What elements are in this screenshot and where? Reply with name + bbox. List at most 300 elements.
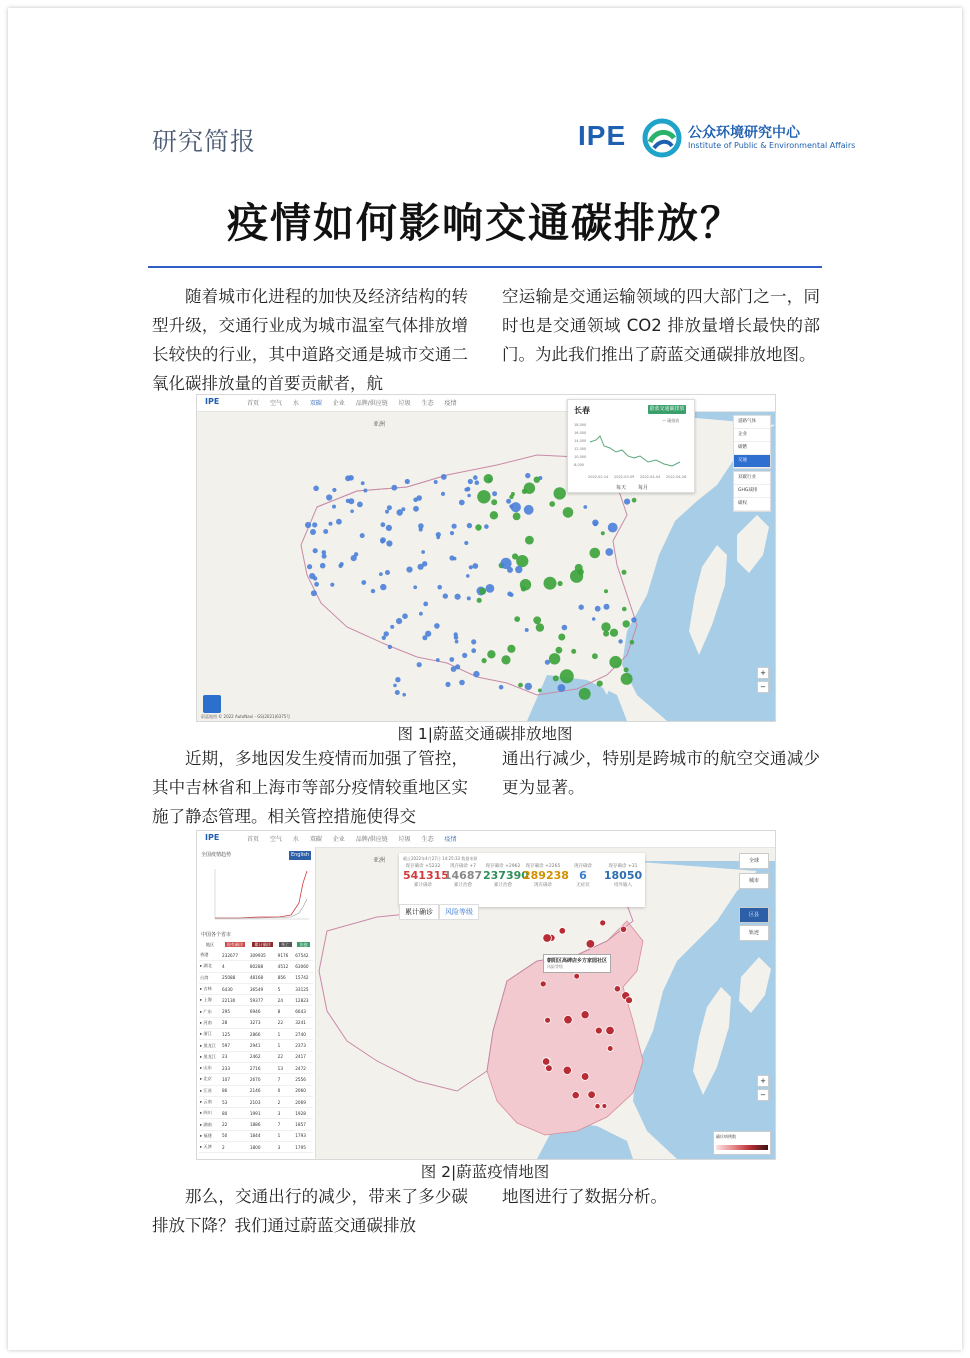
table-row[interactable] — [199, 995, 313, 1006]
table-cell: 6946 — [249, 1006, 277, 1017]
fig1-nav-carbon[interactable]: 双碳 — [309, 400, 322, 407]
emission-marker[interactable] — [436, 658, 440, 662]
emission-marker[interactable] — [459, 680, 465, 686]
emission-marker[interactable] — [441, 474, 447, 480]
emission-marker[interactable] — [534, 477, 540, 483]
fig2-nav-water[interactable]: 水 — [292, 836, 299, 843]
emission-marker[interactable] — [622, 607, 627, 612]
table-cell: 80288 — [249, 961, 277, 972]
emission-marker[interactable] — [486, 584, 495, 593]
risk-marker[interactable] — [614, 986, 620, 992]
emission-marker[interactable] — [624, 667, 629, 672]
risk-marker[interactable] — [572, 1092, 579, 1099]
table-cell: 23 — [221, 1051, 249, 1062]
emission-marker[interactable] — [622, 570, 627, 575]
emission-marker[interactable] — [386, 540, 392, 546]
risk-marker[interactable] — [545, 1017, 551, 1023]
emission-marker[interactable] — [603, 631, 609, 637]
emission-marker[interactable] — [558, 684, 566, 692]
emission-marker[interactable] — [558, 581, 563, 586]
emission-marker[interactable] — [445, 682, 450, 687]
emission-marker[interactable] — [624, 499, 630, 505]
table-row[interactable] — [199, 1096, 313, 1107]
risk-marker[interactable] — [586, 940, 595, 949]
stat-label: 现存确诊 +7 — [449, 864, 477, 869]
table-row[interactable] — [199, 1074, 313, 1085]
emission-marker[interactable] — [385, 570, 390, 575]
emission-marker[interactable] — [421, 550, 425, 554]
emission-marker[interactable] — [385, 510, 389, 514]
fig1-panel-item-combustion[interactable]: 碳燃 — [734, 442, 770, 455]
table-cell: 2556 — [294, 1074, 313, 1085]
emission-marker[interactable] — [507, 567, 513, 573]
emission-marker[interactable] — [419, 612, 423, 616]
fig1-weather-icon[interactable] — [203, 695, 221, 713]
emission-marker[interactable] — [387, 505, 392, 510]
stat-block — [483, 863, 529, 888]
emission-marker[interactable] — [518, 683, 523, 688]
emission-marker[interactable] — [455, 594, 461, 600]
table-row[interactable] — [199, 1119, 313, 1130]
fig2-nav-epidemic[interactable]: 疫情 — [444, 836, 457, 843]
risk-marker[interactable] — [546, 1065, 553, 1072]
emission-marker[interactable] — [604, 604, 610, 610]
emission-marker[interactable] — [512, 553, 518, 559]
emission-marker[interactable] — [563, 507, 574, 518]
emission-marker[interactable] — [467, 523, 472, 528]
fig2-btn-city[interactable]: 城市 — [739, 873, 769, 889]
risk-marker[interactable] — [607, 1046, 613, 1052]
emission-marker[interactable] — [437, 585, 442, 590]
emission-marker[interactable] — [436, 532, 441, 537]
emission-marker[interactable] — [455, 640, 459, 644]
emission-marker[interactable] — [413, 506, 419, 512]
emission-marker[interactable] — [556, 647, 563, 654]
inset-city: 长春 — [574, 406, 590, 415]
emission-marker[interactable] — [515, 566, 522, 573]
emission-marker[interactable] — [309, 573, 315, 579]
emission-marker[interactable] — [544, 577, 557, 590]
emission-marker[interactable] — [332, 505, 336, 509]
risk-marker[interactable] — [542, 1058, 550, 1066]
emission-marker[interactable] — [571, 649, 576, 654]
emission-marker[interactable] — [390, 625, 394, 629]
fig1-panel-item-traffic[interactable]: 交通 — [734, 455, 770, 468]
emission-marker[interactable] — [477, 490, 490, 503]
fig1-nav-waste[interactable]: 垃圾 — [398, 400, 411, 407]
emission-marker[interactable] — [549, 501, 555, 507]
fig1-nav-home[interactable]: 首页 — [247, 400, 260, 407]
table-row[interactable] — [199, 1108, 313, 1119]
fig2-tab-risk[interactable]: 风险等级 — [439, 904, 479, 920]
emission-marker[interactable] — [305, 522, 311, 528]
risk-marker[interactable] — [543, 934, 552, 943]
emission-marker[interactable] — [320, 563, 326, 569]
emission-marker[interactable] — [575, 564, 583, 572]
fig2-nav-home[interactable]: 首页 — [247, 836, 260, 843]
risk-marker[interactable] — [574, 973, 580, 979]
inset-carbon-button[interactable]: 蔚蓝交通碳排放 — [649, 406, 685, 412]
emission-marker[interactable] — [395, 690, 400, 695]
fig2-zoom-out-button[interactable]: − — [757, 1089, 769, 1101]
emission-marker[interactable] — [391, 485, 397, 491]
fig2-zoom-in-button[interactable]: + — [757, 1075, 769, 1087]
emission-marker[interactable] — [313, 486, 319, 492]
emission-marker[interactable] — [608, 523, 618, 533]
table-row[interactable] — [199, 1051, 313, 1062]
emission-marker[interactable] — [354, 552, 358, 556]
emission-marker[interactable] — [384, 631, 389, 636]
fig2-btn-track[interactable]: 轨迹 — [739, 925, 769, 941]
emission-marker[interactable] — [554, 487, 566, 499]
emission-marker[interactable] — [618, 639, 622, 643]
table-cell: ▸ 天津 — [199, 1142, 221, 1153]
emission-marker[interactable] — [338, 564, 342, 568]
emission-marker[interactable] — [509, 504, 513, 508]
emission-marker[interactable] — [379, 572, 383, 576]
table-cell: 2373 — [294, 1040, 313, 1051]
risk-marker[interactable] — [564, 1015, 573, 1024]
emission-marker[interactable] — [380, 539, 385, 544]
emission-marker[interactable] — [610, 629, 618, 637]
table-cell: 295 — [221, 1006, 249, 1017]
risk-marker[interactable] — [595, 1104, 600, 1109]
table-cell: 6643 — [294, 1006, 313, 1017]
table-cell: 80 — [221, 1108, 249, 1119]
table-row[interactable] — [199, 1142, 313, 1153]
stat-value: 541315 — [403, 869, 449, 882]
emission-marker[interactable] — [307, 564, 312, 569]
emission-marker[interactable] — [434, 623, 440, 629]
emission-marker[interactable] — [388, 645, 392, 649]
fig2-tab-confirmed[interactable]: 累计确诊 — [399, 904, 439, 920]
fig2-nav-waste[interactable]: 垃圾 — [398, 836, 411, 843]
emission-marker[interactable] — [525, 473, 530, 478]
emission-marker[interactable] — [492, 491, 497, 496]
emission-marker[interactable] — [499, 685, 504, 690]
figure2-epidemic-map — [196, 830, 776, 1160]
stat-sub: 累计确诊 — [414, 883, 432, 888]
table-cell: 1928 — [294, 1108, 313, 1119]
emission-marker[interactable] — [631, 617, 636, 622]
emission-marker[interactable] — [357, 502, 363, 508]
fig2-english-button[interactable]: English — [290, 852, 310, 858]
table-row[interactable] — [199, 1017, 313, 1028]
table-row[interactable] — [199, 1040, 313, 1051]
fig2-btn-global[interactable]: 全球 — [739, 853, 769, 869]
emission-marker[interactable] — [491, 499, 497, 505]
fig1-nav-epidemic[interactable]: 疫情 — [444, 400, 457, 407]
risk-marker[interactable] — [600, 920, 606, 926]
table-row[interactable] — [199, 1029, 313, 1040]
emission-marker[interactable] — [326, 494, 332, 500]
emission-marker[interactable] — [525, 683, 532, 690]
fig1-nav-enterprise[interactable]: 企业 — [332, 400, 345, 407]
emission-marker[interactable] — [363, 489, 367, 493]
table-row[interactable] — [199, 983, 313, 994]
emission-marker[interactable] — [393, 684, 397, 688]
risk-marker[interactable] — [606, 1026, 615, 1035]
emission-marker[interactable] — [579, 605, 584, 610]
emission-marker[interactable] — [513, 513, 521, 521]
emission-marker[interactable] — [361, 580, 366, 585]
emission-marker[interactable] — [592, 653, 598, 659]
emission-marker[interactable] — [570, 570, 583, 583]
fig1-panel-item-enterprise[interactable]: 企业 — [734, 429, 770, 442]
emission-marker[interactable] — [549, 653, 560, 664]
emission-marker[interactable] — [350, 509, 354, 513]
figure1-caption: 图 1|蔚蓝交通碳排放地图 — [397, 725, 573, 743]
emission-marker[interactable] — [506, 499, 511, 504]
emission-marker[interactable] — [322, 550, 327, 555]
fig2-nav-air[interactable]: 空气 — [269, 836, 282, 843]
emission-marker[interactable] — [583, 505, 587, 509]
emission-marker[interactable] — [601, 622, 610, 631]
table-cell: 2069 — [294, 1096, 313, 1107]
emission-marker[interactable] — [477, 598, 482, 603]
fig1-zoom-out-button[interactable]: − — [757, 681, 769, 693]
emission-marker[interactable] — [413, 585, 417, 589]
emission-marker[interactable] — [449, 657, 454, 662]
fig1-panel-item-road[interactable]: 道路气体 — [734, 416, 770, 429]
emission-marker[interactable] — [630, 640, 635, 645]
emission-marker[interactable] — [466, 574, 470, 578]
emission-marker[interactable] — [604, 589, 608, 593]
emission-marker[interactable] — [452, 524, 457, 529]
fig1-nav-brand[interactable]: 品牌/供应链 — [355, 400, 388, 407]
emission-marker[interactable] — [405, 479, 410, 484]
emission-marker[interactable] — [323, 529, 328, 534]
emission-marker[interactable] — [450, 531, 454, 535]
table-row[interactable] — [199, 950, 313, 961]
emission-marker[interactable] — [454, 632, 458, 636]
table-cell: 856 — [277, 972, 295, 983]
emission-marker[interactable] — [310, 529, 316, 535]
emission-marker[interactable] — [632, 498, 637, 503]
emission-marker[interactable] — [406, 567, 412, 573]
emission-marker[interactable] — [473, 475, 478, 480]
risk-marker[interactable] — [626, 997, 633, 1004]
emission-marker[interactable] — [381, 522, 386, 527]
emission-marker[interactable] — [501, 655, 510, 664]
risk-marker[interactable] — [581, 1011, 589, 1019]
emission-marker[interactable] — [538, 689, 542, 693]
emission-marker[interactable] — [371, 589, 375, 593]
emission-marker[interactable] — [525, 628, 529, 632]
table-cell: 1 — [277, 1040, 295, 1051]
emission-marker[interactable] — [536, 623, 544, 631]
emission-marker[interactable] — [345, 475, 351, 481]
emission-marker[interactable] — [451, 666, 457, 672]
emission-marker[interactable] — [311, 590, 317, 596]
emission-marker[interactable] — [419, 527, 423, 531]
emission-marker[interactable] — [592, 617, 596, 621]
table-cell: ▸ 山东 — [199, 1062, 221, 1073]
emission-marker[interactable] — [521, 586, 526, 591]
emission-marker[interactable] — [524, 505, 534, 515]
table-cell: 13 — [277, 1062, 295, 1073]
table-cell: 2060 — [294, 1085, 313, 1096]
emission-marker[interactable] — [434, 480, 438, 484]
table-row[interactable] — [199, 1006, 313, 1017]
emission-marker[interactable] — [360, 533, 365, 538]
emission-marker[interactable] — [464, 541, 468, 545]
figure1-right-panel-2 — [733, 471, 771, 512]
emission-marker[interactable] — [468, 479, 473, 484]
emission-marker[interactable] — [395, 677, 400, 682]
inset-legend: — 碳排放 — [662, 418, 680, 423]
emission-marker[interactable] — [330, 583, 334, 587]
table-cell: 2941 — [249, 1040, 277, 1051]
emission-marker[interactable] — [422, 561, 427, 566]
emission-marker[interactable] — [507, 645, 515, 653]
emission-marker[interactable] — [467, 494, 471, 498]
emission-marker[interactable] — [386, 525, 392, 531]
logo-cn: 公众环境研究中心 — [688, 125, 800, 141]
table-header-row — [199, 939, 313, 950]
emission-marker[interactable] — [380, 584, 386, 590]
fig1-zoom-in-button[interactable]: + — [757, 667, 769, 679]
table-cell: 4 — [221, 961, 249, 972]
emission-marker[interactable] — [469, 565, 473, 569]
section-label: 研究简报 — [152, 127, 257, 156]
emission-marker[interactable] — [336, 519, 342, 525]
inset-tab-day[interactable]: 每天 — [616, 485, 627, 491]
fig1-panel-item-industry[interactable]: 双碳行业 — [734, 472, 770, 485]
figure1-nav — [247, 398, 466, 407]
table-cell: 86 — [221, 1085, 249, 1096]
table-row[interactable] — [199, 1062, 313, 1073]
emission-marker[interactable] — [522, 489, 527, 494]
fig2-nav-enterprise[interactable]: 企业 — [332, 836, 345, 843]
emission-marker[interactable] — [459, 500, 465, 506]
inset-y-tick-label: 10,000 — [574, 455, 587, 459]
fig1-panel-item-rights[interactable]: 碳权 — [734, 498, 770, 511]
emission-marker[interactable] — [473, 671, 479, 677]
emission-marker[interactable] — [621, 673, 633, 685]
fig1-panel-item-ghg[interactable]: GHG减排 — [734, 485, 770, 498]
emission-marker[interactable] — [313, 548, 318, 553]
emission-marker[interactable] — [402, 693, 406, 697]
emission-marker[interactable] — [479, 588, 486, 595]
fig1-nav-eco[interactable]: 生态 — [421, 400, 434, 407]
emission-marker[interactable] — [416, 495, 422, 501]
emission-marker[interactable] — [595, 606, 601, 612]
emission-marker[interactable] — [514, 616, 520, 622]
emission-marker[interactable] — [475, 480, 480, 485]
table-row[interactable] — [199, 961, 313, 972]
emission-marker[interactable] — [401, 507, 405, 511]
emission-marker[interactable] — [601, 531, 605, 535]
risk-marker[interactable] — [581, 1073, 589, 1081]
emission-marker[interactable] — [425, 631, 431, 637]
emission-marker[interactable] — [471, 648, 476, 653]
table-cell: 67542 — [294, 950, 313, 961]
table-row[interactable] — [199, 972, 313, 983]
emission-marker[interactable] — [597, 681, 603, 687]
risk-marker[interactable] — [595, 1027, 602, 1034]
table-cell: ▸ 吉林 — [199, 983, 221, 994]
fig2-nav-eco[interactable]: 生态 — [421, 836, 434, 843]
risk-marker[interactable] — [559, 928, 566, 935]
fig1-nav-water[interactable]: 水 — [292, 400, 299, 407]
figure1-map-label: 亚洲 — [373, 421, 386, 428]
emission-marker[interactable] — [560, 669, 574, 683]
emission-marker[interactable] — [475, 524, 481, 530]
emission-marker[interactable] — [467, 596, 471, 600]
table-row[interactable] — [199, 1130, 313, 1141]
risk-marker[interactable] — [540, 981, 546, 987]
emission-marker[interactable] — [487, 650, 495, 658]
risk-marker[interactable] — [602, 1104, 607, 1109]
emission-marker[interactable] — [443, 593, 448, 598]
table-row[interactable] — [199, 1085, 313, 1096]
inset-x-tick-label: 2022-02-14 — [588, 475, 609, 479]
emission-marker[interactable] — [484, 474, 493, 483]
emission-marker[interactable] — [402, 613, 408, 619]
emission-marker[interactable] — [484, 524, 489, 529]
emission-marker[interactable] — [605, 548, 613, 556]
risk-marker[interactable] — [620, 926, 626, 932]
emission-marker[interactable] — [509, 593, 513, 597]
emission-marker[interactable] — [417, 662, 422, 667]
emission-marker[interactable] — [346, 499, 350, 503]
emission-marker[interactable] — [329, 522, 333, 526]
emission-marker[interactable] — [472, 563, 478, 569]
inset-x-tick-label: 2022-04-28 — [666, 475, 687, 479]
emission-marker[interactable] — [558, 634, 565, 641]
table-cell: 1844 — [249, 1130, 277, 1141]
emission-marker[interactable] — [312, 522, 317, 527]
table-cell: 3 — [277, 1108, 295, 1119]
emission-marker[interactable] — [490, 511, 498, 519]
fig2-nav-carbon[interactable]: 双碳 — [309, 836, 322, 843]
emission-marker[interactable] — [332, 488, 336, 492]
emission-marker[interactable] — [462, 653, 467, 658]
emission-marker[interactable] — [623, 620, 630, 627]
fig2-btn-district[interactable]: 区县 — [739, 907, 769, 923]
emission-marker[interactable] — [482, 658, 487, 663]
table-cell: ▸ 浙江 — [199, 1029, 221, 1040]
emission-marker[interactable] — [396, 618, 402, 624]
emission-marker[interactable] — [314, 582, 319, 587]
emission-marker[interactable] — [423, 602, 428, 607]
emission-marker[interactable] — [453, 557, 457, 561]
emission-marker[interactable] — [553, 675, 559, 681]
emission-marker[interactable] — [361, 481, 365, 485]
emission-marker[interactable] — [579, 688, 591, 700]
inset-tab-month[interactable]: 每月 — [638, 485, 649, 491]
emission-marker[interactable] — [593, 522, 597, 526]
emission-marker[interactable] — [471, 639, 476, 644]
fig2-nav-brand[interactable]: 品牌/供应链 — [355, 836, 388, 843]
risk-marker[interactable] — [588, 1091, 596, 1099]
emission-marker[interactable] — [441, 492, 445, 496]
emission-marker[interactable] — [509, 495, 513, 499]
emission-marker[interactable] — [562, 625, 568, 631]
stat-sub: 无症状 — [576, 883, 590, 888]
emission-marker[interactable] — [590, 548, 601, 559]
risk-marker[interactable] — [563, 1066, 571, 1074]
table-cell: 0 — [277, 1085, 295, 1096]
emission-marker[interactable] — [533, 616, 541, 624]
emission-marker[interactable] — [609, 656, 621, 668]
emission-marker[interactable] — [525, 536, 534, 545]
paragraph1-left: 随着城市化进程的加快及经济结构的转型升级，交通行业成为城市温室气体排放增长较快的行业，其中道路交通是城市交通二氧化碳排放量的首要贡献者，航 — [152, 287, 468, 393]
fig2-trend-chart — [199, 863, 313, 925]
emission-marker[interactable] — [464, 488, 468, 492]
fig1-nav-air[interactable]: 空气 — [269, 400, 282, 407]
